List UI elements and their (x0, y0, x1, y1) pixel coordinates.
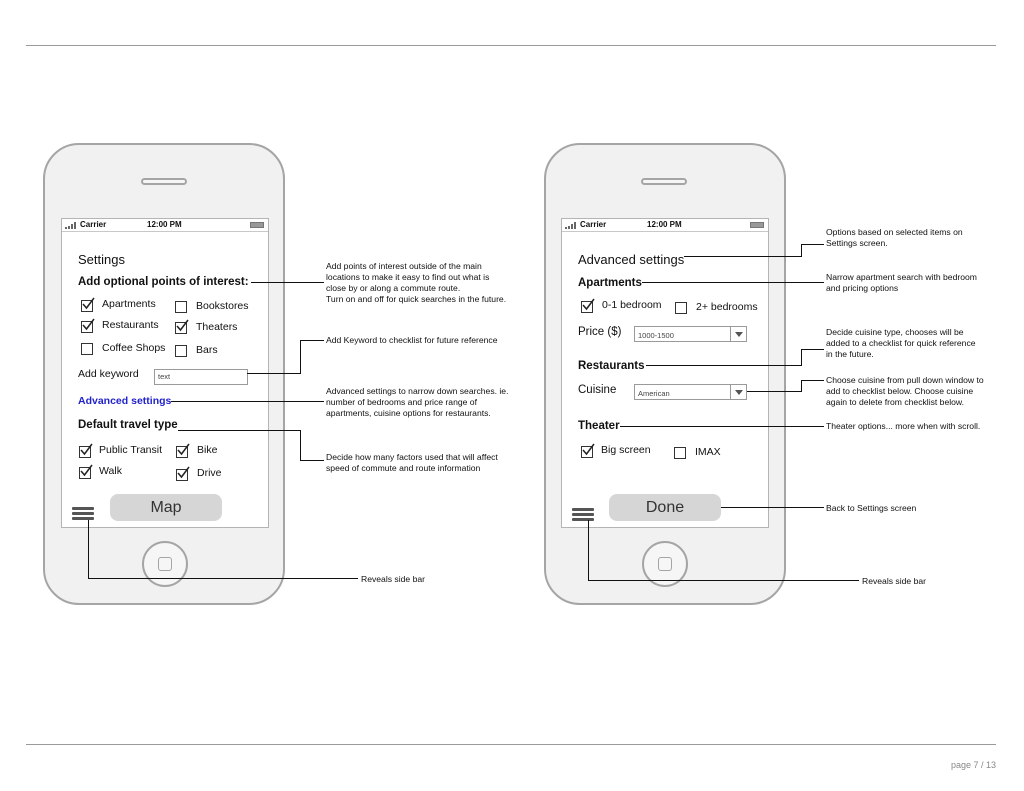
apartments-heading: Apartments (578, 277, 642, 289)
bedroom-0-1-checkbox[interactable] (581, 301, 593, 313)
keyword-input[interactable]: text (154, 369, 248, 385)
cuisine-dropdown[interactable] (634, 384, 747, 400)
settings-screen (61, 218, 269, 528)
status-bar (62, 219, 268, 232)
restaurants-checkbox[interactable] (81, 321, 93, 333)
dropdown-arrow-icon[interactable] (730, 327, 746, 341)
apartments-checkbox[interactable] (81, 300, 93, 312)
leader-line-keyword (247, 373, 301, 374)
hamburger-menu-icon[interactable] (572, 508, 594, 522)
leader-line-travel (300, 430, 301, 460)
annotation-cuisine-type: Decide cuisine type, chooses will be added to a checklist for quick reference in the future. (826, 327, 976, 359)
battery-icon (250, 222, 264, 228)
leader-line-cuisine-type (646, 365, 802, 366)
bars-label: Bars (196, 344, 218, 356)
leader-line-options (801, 244, 802, 256)
signal-icon (65, 222, 77, 229)
leader-line-sidebar (88, 520, 89, 578)
cuisine-label: Cuisine (578, 384, 617, 396)
speaker-icon (141, 178, 187, 185)
leader-line-keyword (300, 340, 324, 341)
clock-label: 12:00 PM (147, 220, 182, 229)
theater-heading: Theater (578, 420, 620, 432)
carrier-label: Carrier (580, 220, 607, 229)
restaurants-label: Restaurants (102, 319, 159, 331)
drive-checkbox[interactable] (176, 469, 188, 481)
leader-line-options (801, 244, 824, 245)
annotation-poi: Add points of interest outside of the main locations to make it easy to find out what is close by or along a commute route. Turn on and off for quick searches in the future. (326, 261, 507, 304)
leader-line-sidebar (588, 580, 859, 581)
leader-line-theater (620, 426, 824, 427)
battery-icon (750, 222, 764, 228)
leader-line-options (684, 256, 802, 257)
hamburger-menu-icon[interactable] (72, 507, 94, 521)
annotation-cuisine-pulldown: Choose cuisine from pull down window to add to checklist below. Choose cuisine again to delete from checklist below. (826, 375, 984, 407)
public-transit-label: Public Transit (99, 444, 163, 456)
price-value: 1000-1500 (638, 331, 674, 340)
home-button[interactable] (142, 541, 188, 587)
home-square-icon (658, 557, 672, 571)
leader-line-keyword (300, 340, 301, 373)
leader-line-travel (300, 460, 324, 461)
advanced-settings-link[interactable]: Advanced settings (78, 395, 172, 407)
top-rule (26, 45, 996, 46)
leader-line-cuisine-pulldown (801, 380, 802, 391)
carrier-label: Carrier (80, 220, 107, 229)
annotation-theater: Theater options... more when with scroll. (826, 421, 981, 431)
page-title: Advanced settings (578, 252, 685, 267)
keyword-label: Add keyword (78, 368, 139, 380)
coffee-shops-checkbox[interactable] (81, 343, 93, 355)
done-button[interactable]: Done (609, 494, 721, 521)
poi-heading: Add optional points of interest: (78, 276, 249, 288)
leader-line-sidebar (588, 520, 589, 580)
status-bar (562, 219, 768, 232)
home-square-icon (158, 557, 172, 571)
leader-line-advanced (171, 401, 324, 402)
speaker-icon (641, 178, 687, 185)
drive-label: Drive (197, 467, 222, 479)
bike-label: Bike (197, 444, 218, 456)
annotation-apartments: Narrow apartment search with bedroom and pricing options (826, 272, 977, 293)
annotation-sidebar: Reveals side bar (361, 574, 426, 584)
theaters-checkbox[interactable] (175, 322, 187, 334)
bike-checkbox[interactable] (176, 446, 188, 458)
imax-checkbox[interactable] (674, 447, 686, 459)
bottom-rule (26, 744, 996, 745)
apartments-label: Apartments (102, 298, 156, 310)
big-screen-label: Big screen (601, 444, 651, 456)
dropdown-arrow-icon[interactable] (730, 385, 746, 399)
price-dropdown[interactable] (634, 326, 747, 342)
annotation-advanced: Advanced settings to narrow down searches. ie. number of bedrooms and price range of apartments, cuisine options for restaurants. (326, 386, 509, 418)
big-screen-checkbox[interactable] (581, 446, 593, 458)
leader-line-travel (178, 430, 300, 431)
cuisine-value: American (638, 389, 670, 398)
advanced-settings-screen (561, 218, 769, 528)
leader-line-cuisine-pulldown (747, 391, 802, 392)
leader-line-cuisine-type (801, 349, 802, 365)
bedroom-0-1-label: 0-1 bedroom (602, 299, 662, 311)
leader-line-sidebar (88, 578, 358, 579)
imax-label: IMAX (695, 446, 721, 458)
annotation-travel: Decide how many factors used that will affect speed of commute and route information (326, 452, 498, 473)
leader-line-cuisine-type (801, 349, 824, 350)
leader-line-back (721, 507, 824, 508)
leader-line-cuisine-pulldown (801, 380, 824, 381)
walk-label: Walk (99, 465, 122, 477)
leader-line-poi (251, 282, 324, 283)
annotation-options: Options based on selected items on Settings screen. (826, 227, 963, 248)
theaters-label: Theaters (196, 321, 238, 333)
leader-line-apartments (642, 282, 824, 283)
travel-heading: Default travel type (78, 419, 178, 431)
page-number: page 7 / 13 (950, 760, 996, 770)
map-button[interactable]: Map (110, 494, 222, 521)
bedroom-2-plus-label: 2+ bedrooms (696, 301, 758, 313)
page-title: Settings (78, 252, 125, 267)
bookstores-label: Bookstores (196, 300, 249, 312)
bookstores-checkbox[interactable] (175, 301, 187, 313)
annotation-keyword: Add Keyword to checklist for future reference (326, 335, 498, 345)
public-transit-checkbox[interactable] (79, 446, 91, 458)
walk-checkbox[interactable] (79, 467, 91, 479)
annotation-sidebar: Reveals side bar (862, 576, 927, 586)
bars-checkbox[interactable] (175, 345, 187, 357)
annotation-back: Back to Settings screen (826, 503, 917, 513)
price-label: Price ($) (578, 326, 622, 338)
coffee-shops-label: Coffee Shops (102, 342, 166, 354)
clock-label: 12:00 PM (647, 220, 682, 229)
signal-icon (565, 222, 577, 229)
restaurants-heading: Restaurants (578, 360, 645, 372)
bedroom-2-plus-checkbox[interactable] (675, 302, 687, 314)
